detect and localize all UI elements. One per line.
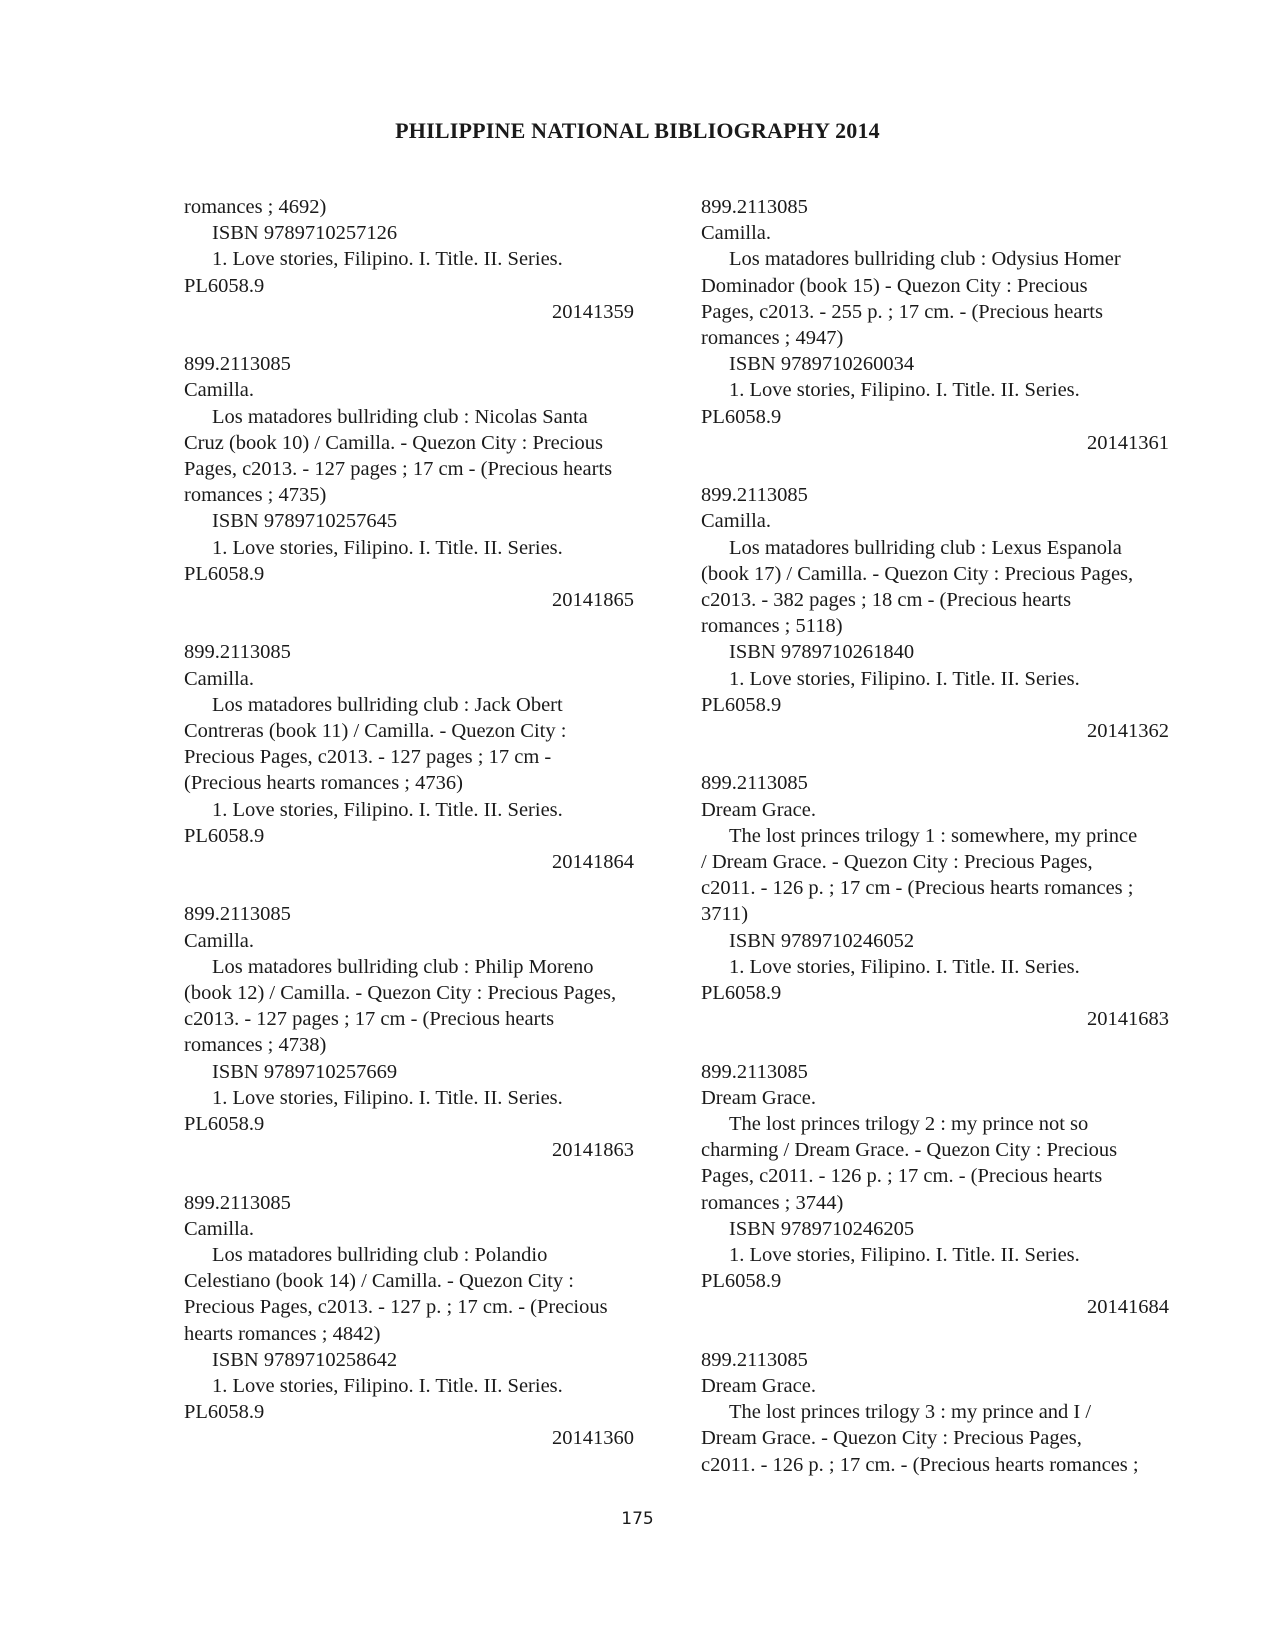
entry-line: Camilla.	[184, 929, 255, 952]
entry-gap	[701, 744, 1189, 770]
entry-line: / Dream Grace. - Quezon City : Precious Pages,	[701, 851, 1093, 874]
entry-record-number: 20141362	[1087, 720, 1169, 743]
entry-gap	[184, 1163, 654, 1189]
entry-line: romances ; 3744)	[701, 1191, 844, 1214]
page-number: 175	[621, 1509, 654, 1529]
entry-line: PL6058.9	[184, 274, 265, 297]
entry-line: Pages, c2013. - 255 p. ; 17 cm. - (Precious hearts	[701, 300, 1103, 323]
entry-line: 899.2113085	[701, 196, 808, 218]
entry-line: Los matadores bullriding club : Philip Moreno	[212, 955, 594, 978]
entry-line: PL6058.9	[184, 562, 265, 585]
entry-gap	[701, 1032, 1189, 1058]
entry-line: Los matadores bullriding club : Odysius Homer	[729, 248, 1121, 271]
entry-line: Los matadores bullriding club : Nicolas Santa	[212, 405, 588, 428]
entry-line: Dream Grace.	[701, 798, 816, 821]
entry-line: Pages, c2013. - 127 pages ; 17 cm - (Precious hearts	[184, 458, 613, 481]
entry-line: 1. Love stories, Filipino. I. Title. II. Series.	[212, 798, 563, 821]
entry-line: ISBN 9789710260034	[729, 353, 915, 376]
entry-line: Dream Grace.	[701, 1086, 816, 1109]
entry-line: Los matadores bullriding club : Jack Obert	[212, 693, 563, 716]
entry-line: The lost princes trilogy 3 : my prince and I /	[729, 1401, 1092, 1424]
bibliography-entry	[701, 194, 1189, 456]
entry-line: Camilla.	[701, 510, 772, 533]
entry-line: 1. Love stories, Filipino. I. Title. II. Series.	[212, 1375, 563, 1398]
entry-line: 899.2113085	[701, 1348, 808, 1371]
entry-line: Los matadores bullriding club : Polandio	[212, 1244, 548, 1267]
entry-line: Celestiano (book 14) / Camilla. - Quezon City :	[184, 1270, 575, 1293]
entry-line: 899.2113085	[701, 1060, 808, 1083]
entry-line: 899.2113085	[701, 772, 808, 795]
entry-line: The lost princes trilogy 1 : somewhere, my prince	[729, 824, 1138, 847]
entry-record-number: 20141863	[552, 1139, 634, 1162]
entry-line: charming / Dream Grace. - Quezon City : Precious	[701, 1139, 1118, 1162]
entry-line: Dream Grace. - Quezon City : Precious Pages,	[701, 1427, 1082, 1450]
entry-line: hearts romances ; 4842)	[184, 1322, 381, 1345]
entry-line: romances ; 4735)	[184, 484, 327, 507]
entry-line: PL6058.9	[701, 982, 782, 1005]
entry-line: PL6058.9	[701, 405, 782, 428]
entry-gap	[701, 456, 1189, 482]
bibliography-entry	[701, 1347, 1189, 1478]
entry-gap	[184, 875, 654, 901]
entry-line: 1. Love stories, Filipino. I. Title. II. Series.	[212, 248, 563, 271]
entry-line: Precious Pages, c2013. - 127 pages ; 17 cm -	[184, 746, 552, 769]
bibliography-entry	[184, 194, 654, 325]
entry-line: Camilla.	[184, 379, 255, 402]
entry-line: The lost princes trilogy 2 : my prince not so	[729, 1113, 1089, 1136]
entry-gap	[701, 1321, 1189, 1347]
entry-line: 1. Love stories, Filipino. I. Title. II. Series.	[729, 1244, 1080, 1267]
page-title: PHILIPPINE NATIONAL BIBLIOGRAPHY 2014	[395, 118, 880, 143]
entry-line: (book 12) / Camilla. - Quezon City : Precious Pages,	[184, 982, 617, 1005]
entry-line: PL6058.9	[184, 1113, 265, 1136]
entry-line: PL6058.9	[184, 824, 265, 847]
entry-record-number: 20141683	[1087, 1008, 1169, 1031]
entry-record-number: 20141360	[552, 1427, 634, 1450]
bibliography-entry	[701, 770, 1189, 1032]
entry-line: (Precious hearts romances ; 4736)	[184, 772, 463, 795]
entry-line: Contreras (book 11) / Camilla. - Quezon City :	[184, 720, 567, 743]
entry-record-number: 20141864	[552, 851, 634, 874]
entry-line: c2013. - 127 pages ; 17 cm - (Precious hearts	[184, 1008, 555, 1031]
entry-line: ISBN 9789710258642	[212, 1348, 398, 1371]
entry-line: 1. Love stories, Filipino. I. Title. II. Series.	[729, 955, 1080, 978]
entry-line: Dominador (book 15) - Quezon City : Precious	[701, 274, 1088, 297]
entry-line: ISBN 9789710246205	[729, 1217, 915, 1240]
right-column	[701, 194, 1189, 1478]
entry-gap	[184, 613, 654, 639]
bibliography-entry	[184, 351, 654, 613]
entry-line: 899.2113085	[184, 903, 291, 926]
entry-record-number: 20141359	[552, 300, 634, 323]
entry-line: ISBN 9789710257126	[212, 222, 398, 245]
entry-record-number: 20141684	[1087, 1296, 1169, 1319]
entry-line: 1. Love stories, Filipino. I. Title. II. Series.	[212, 1086, 563, 1109]
entry-line: 899.2113085	[701, 484, 808, 507]
entry-line: Pages, c2011. - 126 p. ; 17 cm. - (Precious hearts	[701, 1165, 1103, 1188]
entry-line: 899.2113085	[184, 641, 291, 664]
entry-line: ISBN 9789710261840	[729, 641, 915, 664]
entry-record-number: 20141865	[552, 589, 634, 612]
entry-line: c2013. - 382 pages ; 18 cm - (Precious hearts	[701, 589, 1072, 612]
entry-record-number: 20141361	[1087, 431, 1169, 454]
left-column	[184, 194, 654, 1452]
entry-line: Cruz (book 10) / Camilla. - Quezon City : Precious	[184, 431, 604, 454]
entry-line: romances ; 5118)	[701, 615, 843, 638]
entry-line: PL6058.9	[701, 1270, 782, 1293]
entry-gap	[184, 325, 654, 351]
entry-line: PL6058.9	[184, 1401, 265, 1424]
entry-line: 899.2113085	[184, 1191, 291, 1214]
entry-line: ISBN 9789710257669	[212, 1060, 398, 1083]
entry-line: c2011. - 126 p. ; 17 cm. - (Precious hearts romances ;	[701, 1453, 1139, 1476]
entry-line: romances ; 4947)	[701, 327, 844, 350]
entry-line: ISBN 9789710257645	[212, 510, 398, 533]
entry-line: 899.2113085	[184, 353, 291, 376]
entry-line: Camilla.	[184, 1217, 255, 1240]
entry-line: 3711)	[701, 903, 749, 926]
entry-line: (book 17) / Camilla. - Quezon City : Precious Pages,	[701, 562, 1134, 585]
entry-line: Precious Pages, c2013. - 127 p. ; 17 cm. - (Precious	[184, 1296, 608, 1319]
entry-line: 1. Love stories, Filipino. I. Title. II. Series.	[212, 536, 563, 559]
entry-line: Dream Grace.	[701, 1375, 816, 1398]
bibliography-entry	[184, 901, 654, 1163]
entry-line: romances ; 4738)	[184, 1034, 327, 1057]
entry-line: c2011. - 126 p. ; 17 cm - (Precious hearts romances ;	[701, 877, 1134, 900]
entry-line: romances ; 4692)	[184, 196, 327, 218]
bibliography-entry	[701, 1059, 1189, 1321]
entry-line: ISBN 9789710246052	[729, 929, 915, 952]
bibliography-entry	[701, 482, 1189, 744]
entry-line: Los matadores bullriding club : Lexus Espanola	[729, 536, 1122, 559]
bibliography-entry	[184, 639, 654, 875]
entry-line: PL6058.9	[701, 693, 782, 716]
entry-line: 1. Love stories, Filipino. I. Title. II. Series.	[729, 379, 1080, 402]
entry-line: 1. Love stories, Filipino. I. Title. II. Series.	[729, 667, 1080, 690]
entry-line: Camilla.	[184, 667, 255, 690]
entry-line: Camilla.	[701, 222, 772, 245]
bibliography-entry	[184, 1190, 654, 1452]
